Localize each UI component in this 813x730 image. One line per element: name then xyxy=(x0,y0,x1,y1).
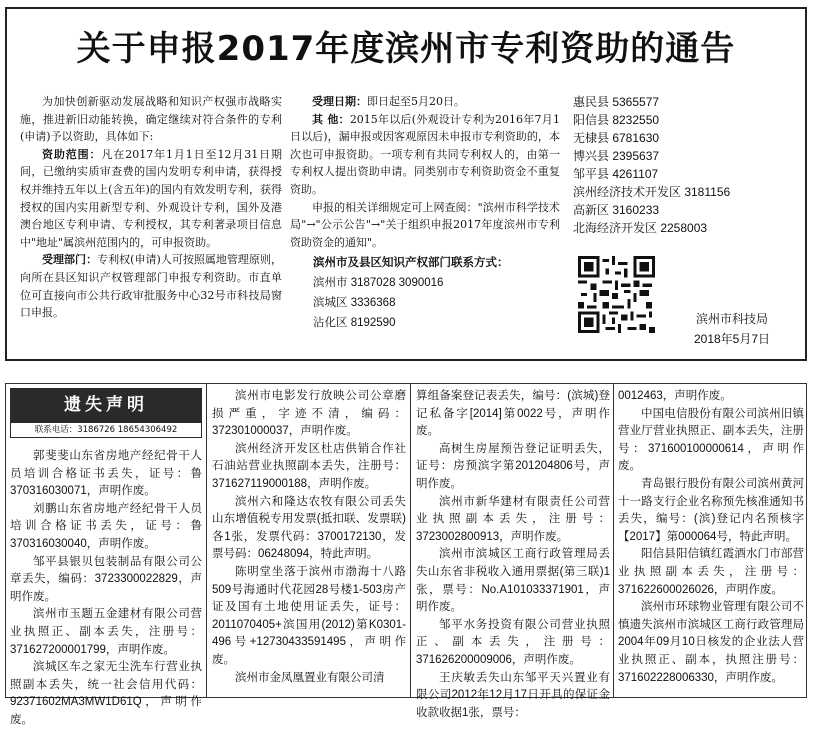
notice-column-2 xyxy=(290,93,560,333)
lost-entry: 滨州市滨城区工商行政管理局丢失山东省非税收入通用票据(第三联)1张，票号：No.A101033371901，声明作废。 xyxy=(416,548,610,614)
lost-column-4 xyxy=(618,388,804,687)
lost-entry: 滨州经济开发区杜店供销合作社石油站营业执照副本丢失，注册号：371627119000188，声明作废。 xyxy=(212,442,406,490)
notice-paragraph-other: 其 他：2015年以后(外观设计专利为2016年7月1日以后)，漏申报或因客观原因未申报市专利资助的，本次也可申报资助。一项专利有共同专利权人的，由第一专利权人提出资助申请。同类别市专利资助资金不重复资助。 xyxy=(290,112,560,196)
contact-row: 沾化区 8192590 xyxy=(313,317,396,330)
lost-notices-section xyxy=(5,383,807,726)
lost-entry: 高树生房屋预告登记证明丢失，证号：房预滨字第201204806号，声明作废。 xyxy=(416,442,610,490)
lost-entry: 阳信县阳信镇红霞酒水门市部营业执照副本丢失，注册号：371622600026026，声明作废。 xyxy=(618,548,804,596)
notice-paragraph-website: 申报的相关详细规定可上网查阅："滨州市科学技术局"→"公示公告"→"关于组织申报2017年度滨州市专利资助资金的通知"。 xyxy=(290,200,560,249)
contacts-block xyxy=(290,253,560,333)
lost-entry: 邹平县银贝包装制品有限公司公章丢失，编码：3723300022829，声明作废。 xyxy=(10,555,202,603)
notice-paragraph-dates: 受理日期：即日起至5月20日。 xyxy=(312,95,465,108)
contact-row: 博兴县 2395637 xyxy=(573,149,660,163)
contact-row: 高新区 3160233 xyxy=(573,203,660,217)
contact-row: 阳信县 8232550 xyxy=(573,113,660,127)
lost-entry: 王庆敏丢失山东邹平天兴置业有限公司2012年12月17日开具的保证金收款收据1张，票号： xyxy=(416,671,610,719)
lost-column-2 xyxy=(212,388,406,687)
qr-code-icon xyxy=(578,256,655,333)
contact-row: 无棣县 6781630 xyxy=(573,131,660,145)
lost-notice-banner: 遗失声明 xyxy=(10,388,202,422)
notice-title: 关于申报2017年度滨州市专利资助的通告 xyxy=(76,29,736,69)
contact-row: 惠民县 5365577 xyxy=(573,95,660,109)
lost-column-3 xyxy=(416,388,610,722)
lost-entry: 青岛银行股份有限公司滨州黄河十一路支行企业名称预先核准通知书丢失，编号：(滨)登记内名预核字【2017】第000064号，特此声明。 xyxy=(618,477,804,543)
column-divider xyxy=(613,384,614,697)
lost-entry-continued: 算组备案登记表丢失，编号：(滨城)登记私备字[2014]第0022号，声明作废。 xyxy=(416,390,610,438)
lost-entry: 滨州六和隆达农牧有限公司丢失山东增值税专用发票(抵扣联、发票联)各1张，发票代码：3700172130，发票号码：06248094，特此声明。 xyxy=(212,495,406,561)
column-divider xyxy=(206,384,207,697)
contact-row: 邹平县 4261107 xyxy=(573,167,659,181)
signature-date: 2018年5月7日 xyxy=(693,332,771,346)
signature-org: 滨州市科技局 xyxy=(695,312,768,326)
lost-entry: 滨州市电影发行放映公司公章磨损严重，字迹不清，编码：372301000037，声明作废。 xyxy=(212,390,406,438)
lost-entry: 滨州市金凤凰置业有限公司清 xyxy=(235,671,385,684)
contact-row: 北海经济开发区 2258003 xyxy=(573,221,708,235)
lost-notice-contact: 联系电话：3186726 18654306492 xyxy=(10,422,202,438)
lost-entry: 陈明堂坐落于滨州市渤海十八路509号海通时代花园28号楼1-503房产证及国有土地使用证丢失，证号：2011070405+滨国用(2012)第K0301-496号+12730433591495，声明作废。 xyxy=(212,565,406,666)
lost-entry: 滨州市新华建材有限责任公司营业执照副本丢失，注册号：3723002800913，声明作废。 xyxy=(416,495,610,543)
contacts-header: 滨州市及县区知识产权部门联系方式： xyxy=(313,257,509,270)
lost-entry-continued: 0012463，声明作废。 xyxy=(618,390,732,402)
lost-entry: 邹平水务投资有限公司营业执照正、副本丢失，注册号：371626200009006，声明作废。 xyxy=(416,618,610,666)
notice-paragraph-scope: 资助范围：凡在2017年1月1日至12月31日期间，已缴纳实质审查费的国内发明专利申请，获得授权并维持五年以上(含五年)的国内有效发明专利，获得授权的国内实用新型专利、外观设计专利，国外及港澳台地区专利申请、专利授权，其专利著录项目信息中"地址"属滨州范围内的，可申报资助。 xyxy=(20,147,282,249)
notice-signature xyxy=(662,309,802,349)
lost-entry: 郭斐斐山东省房地产经纪骨干人员培训合格证书丢失，证号：鲁370316030071，声明作废。 xyxy=(10,450,202,498)
contact-row: 滨州经济技术开发区 3181156 xyxy=(573,185,731,199)
contacts-column-3 xyxy=(573,93,803,237)
lost-column-1 xyxy=(10,448,202,730)
patent-funding-notice xyxy=(5,7,807,361)
lost-entry: 刘鹏山东省房地产经纪骨干人员培训合格证书丢失，证号：鲁370316030040，声明作废。 xyxy=(10,502,202,550)
column-divider xyxy=(410,384,411,697)
contact-row: 滨州市 3187028 3090016 xyxy=(313,277,444,290)
notice-column-1 xyxy=(20,93,282,322)
lost-entry: 滨城区车之家无尘洗车行营业执照副本丢失，统一社会信用代码：92371602MA3MW1D61Q，声明作废。 xyxy=(10,661,202,726)
contact-row: 滨城区 3336368 xyxy=(313,297,396,310)
lost-entry: 滨州市环球物业管理有限公司不慎遗失滨州市滨城区工商行政管理局2004年09月10日核发的企业法人营业执照正、副本，执照注册号：371602228006330，声明作废。 xyxy=(618,601,804,684)
notice-paragraph: 为加快创新驱动发展战略和知识产权强市战略实施，推进新旧动能转换，确定继续对符合条件的专利(申请)予以资助，具体如下: xyxy=(20,95,282,144)
lost-entry: 中国电信股份有限公司滨州旧镇营业厅营业执照正、副本丢失，注册号：371600100000614，声明作废。 xyxy=(618,407,804,473)
notice-paragraph-department: 受理部门：专利权(申请)人可按照属地管理原则，向所在县区知识产权管理部门申报专利资助。市直单位可直接向市公共行政审批服务中心32号市科技局窗口申报。 xyxy=(20,253,282,320)
lost-entry: 滨州市玉题五金建材有限公司营业执照正、副本丢失，注册号：371627200001799，声明作废。 xyxy=(10,608,202,656)
